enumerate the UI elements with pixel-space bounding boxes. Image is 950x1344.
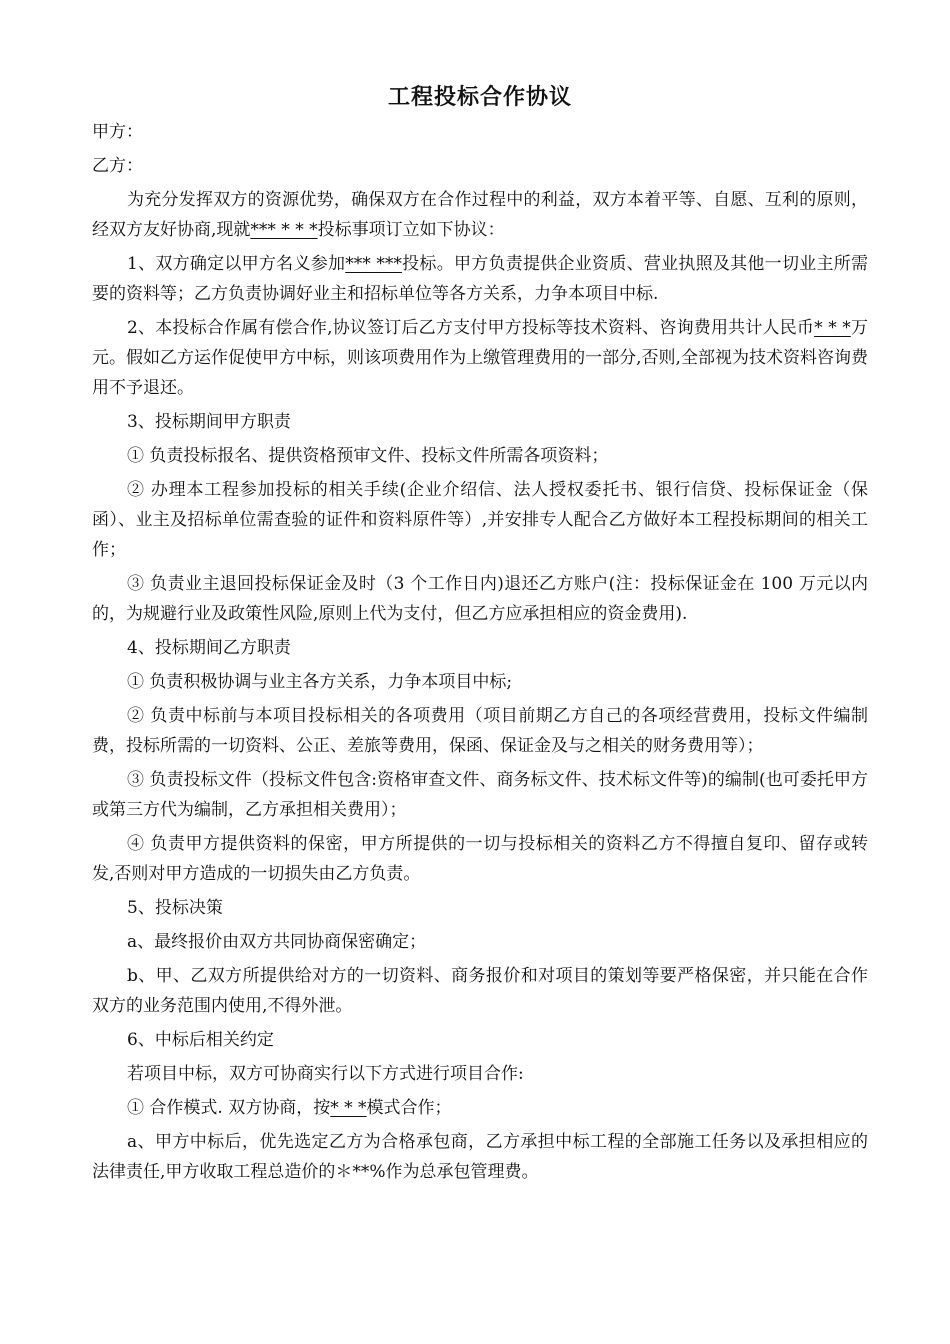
clause-2-after: 万元。假如乙方运作促使甲方中标，则该项费用作为上缴管理费用的一部分,否则,全部视为技术资料咨询费用不予退还。: [92, 318, 869, 398]
section-3-item-3: ③ 负责业主退回投标保证金及时（3 个工作日内)退还乙方账户(注：投标保证金在 100 万元以内的，为规避行业及政策性风险,原则上代为支付，但乙方应承担相应的资金费用).: [92, 574, 868, 624]
section-6-mode-placeholder: * * *: [330, 1098, 367, 1118]
document-title: 工程投标合作协议: [387, 85, 572, 110]
section-4-item-3: ③ 负责投标文件（投标文件包含:资格审查文件、商务标文件、技术标文件等)的编制(也可委托甲方或第三方代为编制，乙方承担相关费用）；: [92, 770, 868, 820]
clause-1-after: 投标。甲方负责提供企业资质、营业执照及其他一切业主所需要的资料等；乙方负责协调好业主和招标单位等各方关系，力争本项目中标.: [92, 254, 868, 304]
section-6-mode-before: ① 合作模式. 双方协商，按: [127, 1098, 331, 1118]
section-6-item-a: a、甲方中标后，优先选定乙方为合格承包商，乙方承担中标工程的全部施工任务以及承担相应的法律责任,甲方收取工程总造价的＊**%作为总承包管理费。: [92, 1132, 868, 1182]
intro-project-placeholder: *** * * *: [250, 220, 318, 240]
section-6-heading: 6、中标后相关约定: [127, 1030, 274, 1050]
intro-text-before: 为充分发挥双方的资源优势，确保双方在合作过程中的利益，双方本着平等、自愿、互利的原则，经双方友好协商,现就: [92, 190, 868, 240]
section-4-item-4: ④ 负责甲方提供资料的保密，甲方所提供的一切与投标相关的资料乙方不得擅自复印、留存或转发,否则对甲方造成的一切损失由乙方负责。: [92, 834, 868, 884]
party-b-line: 乙方：: [92, 156, 143, 176]
section-3-item-1: ① 负责投标报名、提供资格预审文件、投标文件所需各项资料；: [127, 446, 609, 466]
clause-2-amount-placeholder: * * *: [814, 318, 851, 338]
section-3-heading: 3、投标期间甲方职责: [127, 412, 291, 432]
section-5-item-b: b、甲、乙双方所提供给对方的一切资料、商务报价和对项目的策划等要严格保密，并只能在合作双方的业务范围内使用,不得外泄。: [92, 966, 868, 1016]
section-5-heading: 5、投标决策: [127, 898, 223, 918]
clause-2: [92, 313, 868, 403]
clause-1: [92, 249, 868, 309]
intro-paragraph: [92, 185, 868, 245]
section-6-mode: [92, 1093, 868, 1123]
section-4-item-1: ① 负责积极协调与业主各方关系，力争本项目中标;: [127, 672, 513, 692]
intro-text-after: 投标事项订立如下协议：: [317, 220, 505, 240]
clause-1-project-placeholder: *** ***: [345, 254, 402, 274]
section-6-mode-after: 模式合作；: [366, 1098, 452, 1118]
section-4-item-2: ② 负责中标前与本项目投标相关的各项费用（项目前期乙方自己的各项经营费用，投标文件编制费，投标所需的一切资料、公正、差旅等费用，保函、保证金及与之相关的财务费用等）；: [92, 706, 868, 756]
section-5-item-a: a、最终报价由双方共同协商保密确定；: [127, 932, 427, 952]
party-a-line: 甲方：: [92, 122, 143, 142]
contract-page: [92, 80, 868, 1191]
clause-1-before: 1、双方确定以甲方名义参加: [127, 254, 346, 274]
section-4-heading: 4、投标期间乙方职责: [127, 638, 291, 658]
clause-2-before: 2、本投标合作属有偿合作,协议签订后乙方支付甲方投标等技术资料、咨询费用共计人民币: [127, 318, 815, 338]
section-6-intro: 若项目中标，双方可协商实行以下方式进行项目合作:: [127, 1064, 524, 1084]
section-3-item-2: ② 办理本工程参加投标的相关手续(企业介绍信、法人授权委托书、银行信贷、投标保证金（保函）、业主及招标单位需查验的证件和资料原件等）,并安排专人配合乙方做好本工程投标期间的相关工作；: [92, 480, 868, 560]
